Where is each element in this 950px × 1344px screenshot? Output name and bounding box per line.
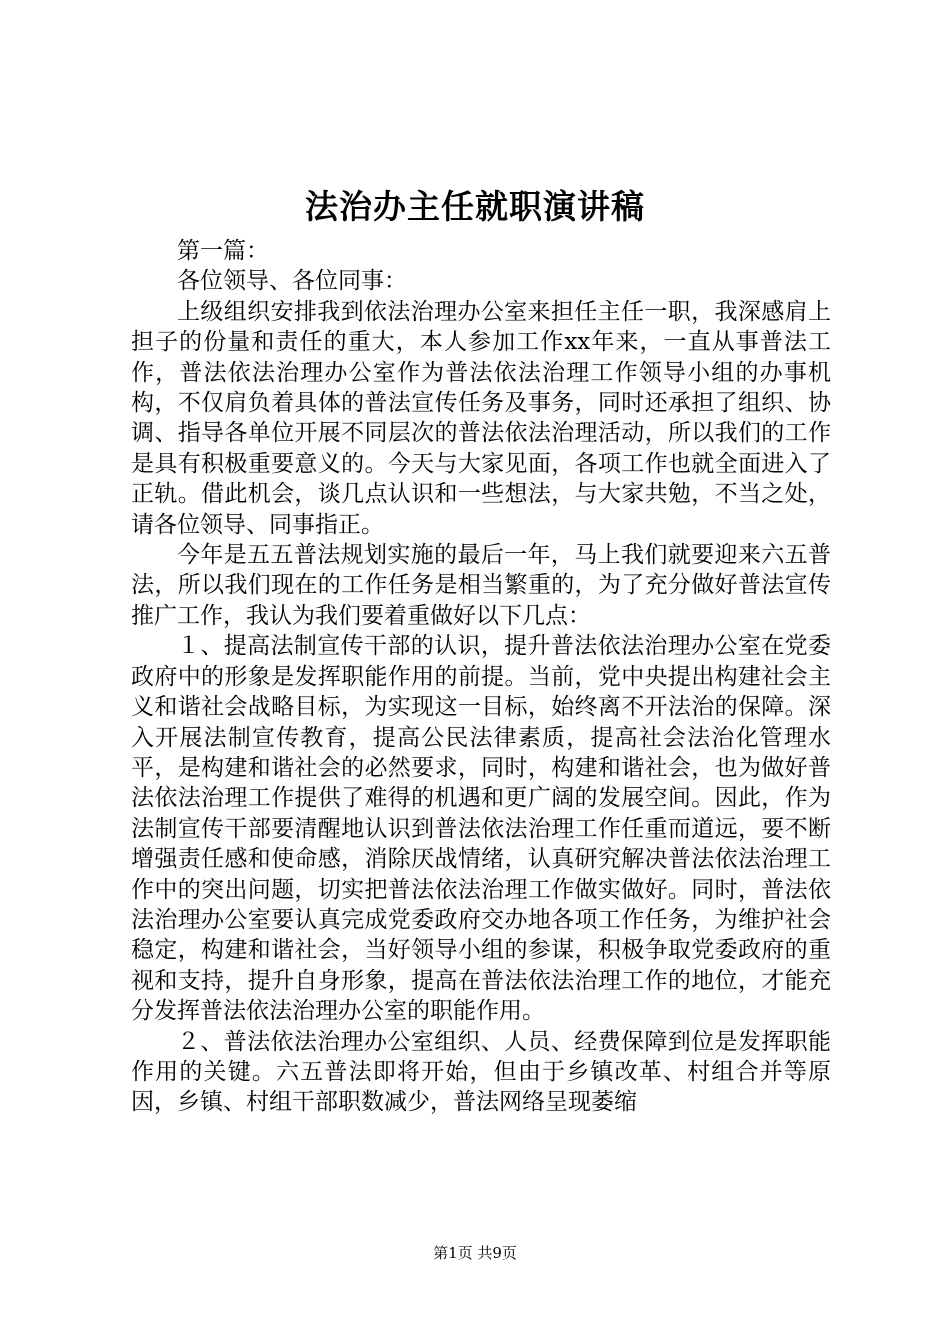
- paragraph: １、提高法制宣传干部的认识，提升普法依法治理办公室在党委政府中的形象是发挥职能作用的前提。当前，党中央提出构建社会主义和谐社会战略目标，为实现这一目标，始终离不开法治的保障。深入开展法制宣传教育，提高公民法律素质，提高社会法治化管理水平，是构建和谐社会的必然要求，同时，构建和谐社会，也为做好普法依法治理工作提供了难得的机遇和更广阔的发展空间。因此，作为法制宣传干部要清醒地认识到普法依法治理工作任重而道远，要不断增强责任感和使命感，消除厌战情绪，认真研究解决普法依法治理工作中的突出问题，切实把普法依法治理工作做实做好。同时，普法依法治理办公室要认真完成党委政府交办地各项工作任务，为维护社会稳定，构建和谐社会，当好领导小组的参谋，积极争取党委政府的重视和支持，提升自身形象，提高在普法依法治理工作的地位，才能充分发挥普法依法治理办公室的职能作用。: [131, 633, 831, 1025]
- paragraph: ２、普法依法治理办公室组织、人员、经费保障到位是发挥职能作用的关键。六五普法即将开始，但由于乡镇改革、村组合并等原因，乡镇、村组干部职数减少，普法网络呈现萎缩: [131, 1028, 831, 1116]
- paragraph: 上级组织安排我到依法治理办公室来担任主任一职，我深感肩上担子的份量和责任的重大，本人参加工作xx年来，一直从事普法工作，普法依法治理办公室作为普法依法治理工作领导小组的办事机构，不仅肩负着具体的普法宣传任务及事务，同时还承担了组织、协调、指导各单位开展不同层次的普法依法治理活动，所以我们的工作是具有积极重要意义的。今天与大家见面，各项工作也就全面进入了正轨。借此机会，谈几点认识和一些想法，与大家共勉，不当之处，请各位领导、同事指正。: [131, 298, 831, 538]
- page-number-footer: 第1页 共9页: [433, 1244, 517, 1262]
- document-body: [131, 236, 831, 1118]
- paragraph: 第一篇：: [177, 238, 269, 264]
- paragraph: 各位领导、各位同事：: [177, 268, 407, 295]
- document-title: 法治办主任就职演讲稿: [305, 187, 645, 226]
- paragraph: 今年是五五普法规划实施的最后一年，马上我们就要迎来六五普法，所以我们现在的工作任务是相当繁重的，为了充分做好普法宣传推广工作，我认为我们要着重做好以下几点：: [131, 542, 831, 629]
